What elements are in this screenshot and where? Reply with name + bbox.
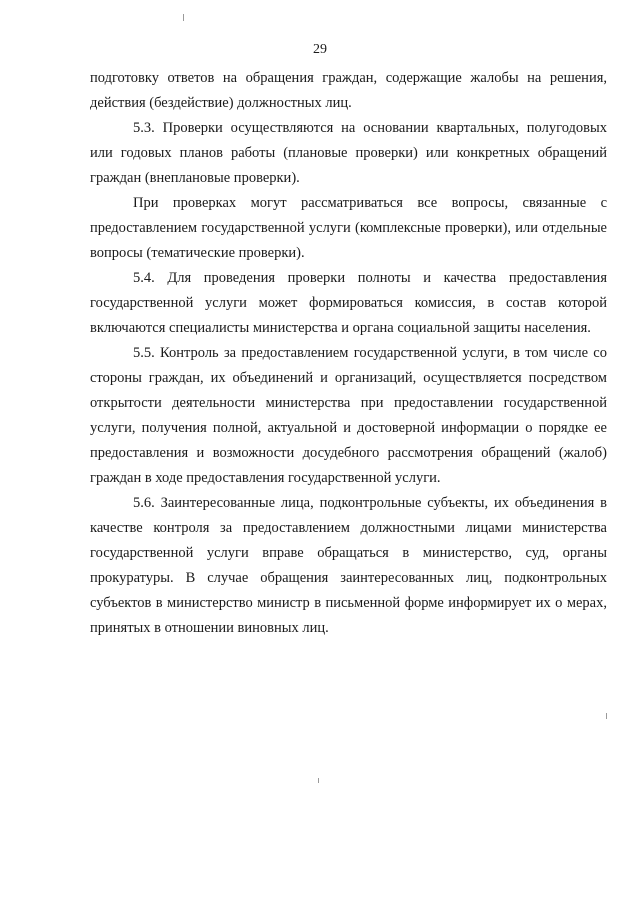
paragraph-5-4: 5.4. Для проведения проверки полноты и качества предоставления государственной услуги может формироваться комиссия, в состав которой включаются специалисты министерства и органа социальной защиты населения. (90, 270, 607, 336)
paragraph-5-3: 5.3. Проверки осуществляются на основании квартальных, полугодовых или годовых планов работы (плановые проверки) или конкретных обращений граждан (внеплановые проверки). (90, 120, 607, 186)
page-number: 29 (313, 42, 327, 57)
scan-speck (183, 14, 184, 21)
scan-speck (606, 713, 607, 719)
paragraph-inspections-scope: При проверках могут рассматриваться все вопросы, связанные с предоставлением государственной услуги (комплексные проверки), или отдельные вопросы (тематические проверки). (90, 195, 607, 261)
paragraph-5-5: 5.5. Контроль за предоставлением государственной услуги, в том числе со стороны граждан, их объединений и организаций, осуществляется посредством открытости деятельности министерства при предоставлении государственной услуги, получения полной, актуальной и достоверной информации о порядке ее предоставления и возможности досудебного рассмотрения обращений (жалоб) граждан в ходе предоставления государственной услуги. (90, 345, 607, 486)
paragraph-5-6: 5.6. Заинтересованные лица, подконтрольные субъекты, их объединения в качестве контроля за предоставлением должностными лицами министерства государственной услуги вправе обращаться в министерство, суд, органы прокуратуры. В случае обращения заинтересованных лиц, подконтрольных субъектов в министерство министр в письменной форме информирует их о мерах, принятых в отношении виновных лиц. (90, 495, 607, 636)
scan-speck (318, 778, 319, 783)
document-body (90, 66, 607, 641)
paragraph-continuation: подготовку ответов на обращения граждан, содержащие жалобы на решения, действия (бездействие) должностных лиц. (90, 70, 607, 111)
